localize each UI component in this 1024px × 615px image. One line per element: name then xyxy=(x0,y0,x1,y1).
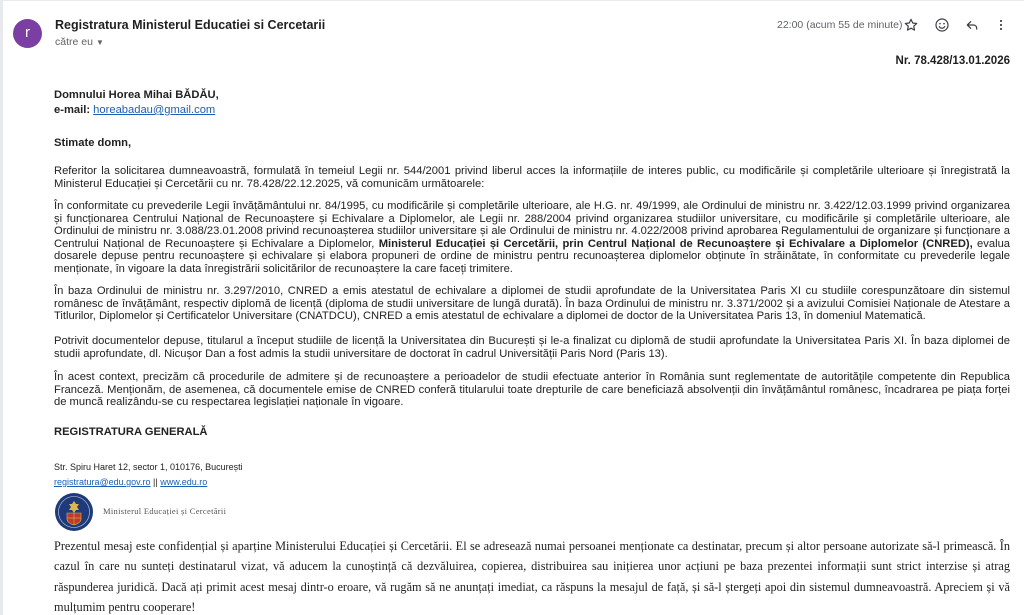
email-timestamp: 22:00 (acum 55 de minute) xyxy=(777,19,903,31)
paragraph-2 xyxy=(54,200,1010,276)
paragraph-5: În acest context, precizăm că procedurile de admitere și de recunoaștere a perioadelor de studii efectuate anterior în România sunt reglementate de autoritățile competente din Republica Franceză. Menționăm, de asemenea, că documentele emise de CNRED conferă titularului toate drepturile de care beneficiază absolvenții din învățământul românesc, încadrarea pe piața forței de muncă realizându-se cu respectarea legislației naționale în vigoare. xyxy=(54,371,1010,409)
paragraph-1: Referitor la solicitarea dumneavoastră, formulată în temeiul Legii nr. 544/2001 privind liberul acces la informațiile de interes public, cu modificările și completările ulterioare și înregistrată la Ministerul Educației și Cercetării cu nr. 78.428/22.12.2025, vă comunicăm următoarele: xyxy=(54,165,1010,190)
sender-name: Registratura Ministerul Educatiei si Cercetarii xyxy=(55,18,326,32)
star-icon[interactable] xyxy=(900,14,922,36)
paragraph-4: Potrivit documentelor depuse, titularul a început studiile de licență la Universitatea din București și le-a finalizat cu diplomă de studii aprofundate la Universitatea Paris XI. În baza diplomei de studii aprofundate, dl. Nicușor Dan a fost admis la studii universitare de doctorat în cadrul Universității Paris Nord (Paris 13). xyxy=(54,335,1010,360)
more-vert-icon[interactable] xyxy=(990,14,1012,36)
emoji-icon[interactable] xyxy=(931,14,953,36)
salutation: Stimate domn, xyxy=(54,137,132,149)
link-separator: || xyxy=(150,477,161,487)
confidentiality-disclaimer: Prezentul mesaj este confidențial și aparține Ministerului Educației și Cercetării. El se adresează numai persoanei menționate ca destinatar, precum și altor persoane autorizate să-l primească. În cazul în care nu sunteți destinatarul vizat, vă aducem la cunoștință că dezvăluirea, copierea, distribuirea sau inițierea unor acțiuni pe baza prezentei informații sunt strict interzise și atrag răspunderea juridică. Dacă ați primit acest mesaj dintr-o eroare, vă rugăm să ne anunțați imediat, ca răspuns la mesajul de față, și să-l ștergeți apoi din sistemul dumneavoastră. Apreciem și vă mulțumim pentru cooperare! xyxy=(54,539,1010,614)
paragraph-2-text-a: În conformitate cu prevederile Legii învățământului nr. 84/1995, cu modificările și completările ulterioare, ale H.G. nr. 49/1999, ale Ordinului de ministru nr. 3.422/12.03.1999 privind organizarea și funcționarea Centrului Național de Recunoaștere și Echivalare a Diplomelor, ale Legii nr. 288/2004 privind organizarea studiilor universitare, cu modificările și completările ulterioare, ale Ordinului de ministru nr. 3.088/23.01.2008 privind recunoașterea studiilor universitare și ale Ordinului de ministru nr. 4.022/2008 privind aprobarea Regulamentului de organizare și funcționare a Centrului Național de Recunoaștere și Echivalare a Diplomelor, xyxy=(54,200,1010,250)
registration-number: Nr. 78.428/13.01.2026 xyxy=(895,55,1010,67)
ministry-name: Ministerul Educației și Cercetării xyxy=(103,506,227,516)
paragraph-2-bold: Ministerul Educației și Cercetării, prin Centrul Național de Recunoaștere și Echivalare a Diplomelor (CNRED), xyxy=(378,237,973,250)
addressee-name: Domnului Horea Mihai BĂDĂU, xyxy=(54,89,219,101)
reply-icon[interactable] xyxy=(961,14,983,36)
addressee-email-link[interactable]: horeabadau@gmail.com xyxy=(93,104,216,116)
addressee-email-line xyxy=(54,104,215,117)
recipient-label: către eu xyxy=(55,36,93,48)
website-link[interactable]: www.edu.ro xyxy=(160,477,208,487)
signature-title: REGISTRATURA GENERALĂ xyxy=(54,426,208,438)
ministry-links xyxy=(54,476,207,489)
email-label: e-mail: xyxy=(54,104,91,116)
recipient-details-toggle[interactable] xyxy=(55,36,104,48)
ministry-crest-logo xyxy=(54,492,94,532)
sender-avatar[interactable]: r xyxy=(13,19,42,48)
paragraph-3: În baza Ordinului de ministru nr. 3.297/2010, CNRED a emis atestatul de echivalare a diplomei de studii aprofundate de la Universitatea Paris XI cu studiile corespunzătoare din sistemul românesc de învățământ, respectiv diplomă de licență (diploma de studii universitare de lungă durată). În baza Ordinului de ministru nr. 3.371/2002 și a avizului Comisiei Naționale de Atestare a Titlurilor, Diplomelor și Certificatelor Universitare (CNATDCU), CNRED a emis atestatul de echivalare a diplomei de doctor de la Universitatea Paris 13, în domeniul Matematică. xyxy=(54,285,1010,323)
caret-down-icon: ▼ xyxy=(95,38,104,47)
ministry-address: Str. Spiru Haret 12, sector 1, 010176, București xyxy=(54,462,243,472)
registratura-email-link[interactable]: registratura@edu.gov.ro xyxy=(54,477,151,487)
paragraph-2-text-b: evalua dosarele depuse pentru recunoaștere și echivalare și elabora propuneri de ordine de ministru pentru recunoașterea diplomelor obținute în străinătate, în conformitate cu prevederile legale menționate, în vigoare la data înregistrării solicitărilor de recunoaștere la care faceți trimitere. xyxy=(54,237,1011,275)
